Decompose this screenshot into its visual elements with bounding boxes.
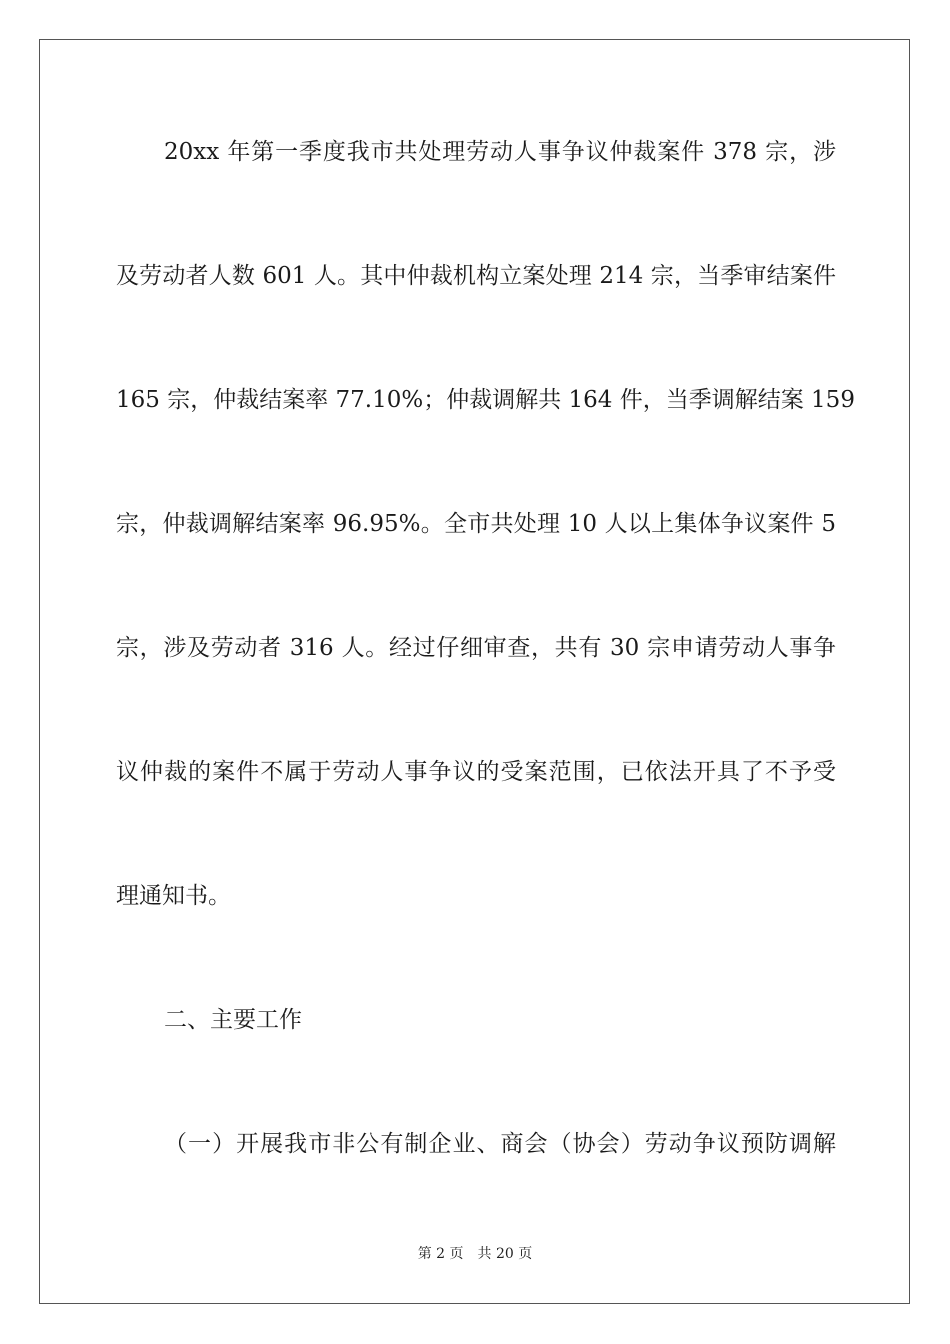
page-number: 第 2 页 xyxy=(417,1246,464,1262)
page-footer xyxy=(0,1245,950,1263)
paragraph-line-1: 20xx 年第一季度我市共处理劳动人事争议仲裁案件 378 宗，涉 xyxy=(164,139,836,165)
paragraph-line-4: 宗，仲裁调解结案率 96.95%。全市共处理 10 人以上集体争议案件 5 xyxy=(116,511,836,537)
paragraph-line-7: 理通知书。 xyxy=(116,883,231,909)
paragraph-line-6: 议仲裁的案件不属于劳动人事争议的受案范围，已依法开具了不予受 xyxy=(116,759,836,785)
page-border xyxy=(39,39,910,1304)
paragraph-line-5: 宗，涉及劳动者 316 人。经过仔细审查，共有 30 宗申请劳动人事争 xyxy=(116,635,836,661)
page-total: 共 20 页 xyxy=(477,1246,533,1262)
subsection-heading: （一）开展我市非公有制企业、商会（协会）劳动争议预防调解 xyxy=(164,1131,836,1157)
paragraph-line-2: 及劳动者人数 601 人。其中仲裁机构立案处理 214 宗，当季审结案件 xyxy=(116,263,836,289)
paragraph-line-3: 165 宗，仲裁结案率 77.10%；仲裁调解共 164 件，当季调解结案 159 xyxy=(116,387,855,413)
section-heading: 二、主要工作 xyxy=(164,1007,302,1033)
